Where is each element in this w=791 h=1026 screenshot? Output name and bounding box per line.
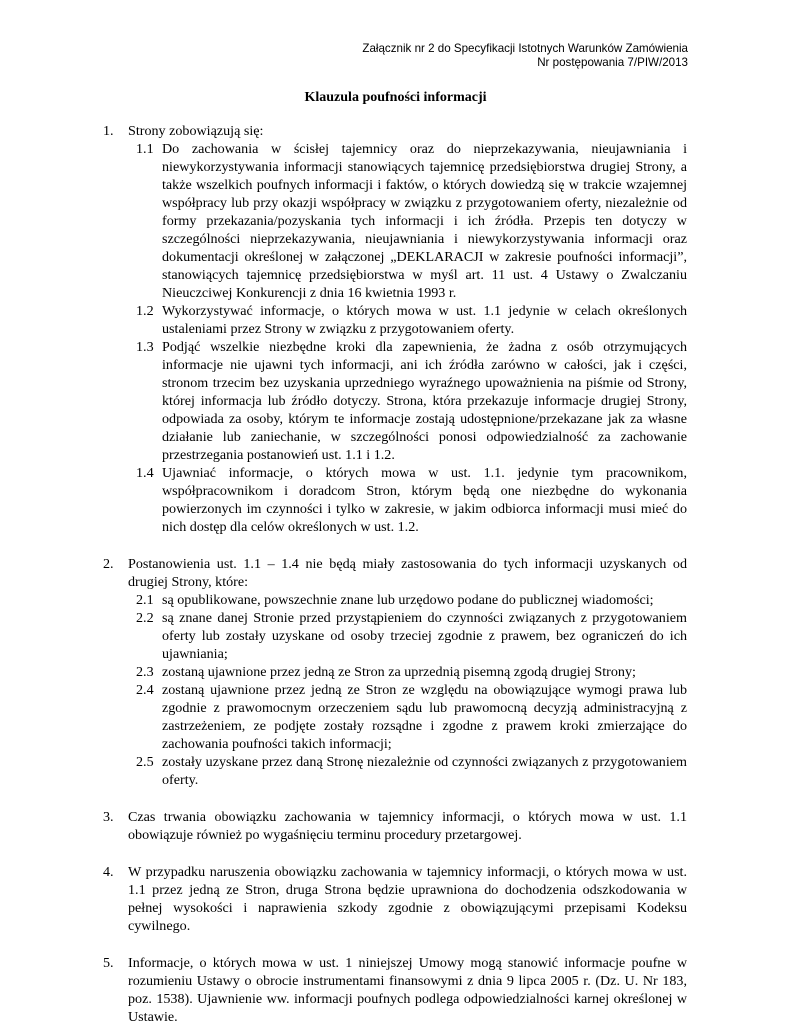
section-number: 5. [103,955,114,971]
document-title: Klauzula poufności informacji [304,90,487,105]
clause-number: 1.3 [136,339,154,355]
header-procedure-number: Nr postępowania 7/PIW/2013 [537,56,688,69]
spacer [103,844,687,863]
clause-2-3 [136,663,687,681]
clause-text: Podjąć wszelkie niezbędne kroki dla zapewnienia, że żadna z osób otrzymujących informacje nie ujawni tych informacji, ani ich źródła zarówno w całości, jak i części, stronom trzecim bez uzyskania uprzedniego wyraźnego upoważnienia na piśmie od Strony, której informacja lub źródło dotyczy. Strona, która przekazuje informacje drugiej Strony, odpowiada za osoby, którym te informacje zostają udostępnione/przekazane jak za własne działanie lub zaniechanie, w szczególności ponosi odpowiedzialność za zachowanie przestrzegania postanowień ust. 1.1 i 1.2. [162,339,687,463]
clause-2-4 [136,681,687,753]
section-intro: Strony zobowiązują się: [128,123,264,139]
clause-text: są znane danej Stronie przed przystąpieniem do czynności związanych z przygotowaniem oferty lub zostały uzyskane od osoby trzeciej zgodnie z prawem, bez ograniczeń do ich ujawniania; [162,610,687,662]
clause-text: Wykorzystywać informacje, o których mowa w ust. 1.1 jedynie w celach określonych ustaleniami przez Strony w związku z przygotowaniem oferty. [162,303,687,337]
clause-number: 1.1 [136,141,154,157]
clause-1-4 [136,464,687,536]
clause-number: 2.1 [136,592,154,608]
clause-text: zostały uzyskane przez daną Stronę niezależnie od czynności związanych z przygotowaniem oferty. [162,754,687,788]
clause-1-1 [136,140,687,302]
clause-number: 2.2 [136,610,154,626]
document-header [362,42,688,70]
clause-text: są opublikowane, powszechnie znane lub urzędowo podane do publicznej wiadomości; [162,592,654,608]
section-number: 4. [103,864,114,880]
clause-number: 1.4 [136,465,154,481]
section-5 [103,954,687,1026]
section-number: 1. [103,123,114,139]
section-intro: Postanowienia ust. 1.1 – 1.4 nie będą miały zastosowania do tych informacji uzyskanych od drugiej Strony, które: [128,556,687,590]
document-body [103,122,687,1026]
section-text: Informacje, o których mowa w ust. 1 niniejszej Umowy mogą stanowić informacje poufne w rozumieniu Ustawy o obrocie instrumentami finansowymi z dnia 9 lipca 2005 r. (Dz. U. Nr 183, poz. 1538). Ujawnienie ww. informacji poufnych podlega odpowiedzialności karnej określonej w Ustawie. [128,955,687,1025]
clause-text: zostaną ujawnione przez jedną ze Stron ze względu na obowiązujące wymogi prawa lub zgodnie z prawomocnym orzeczeniem sądu lub prawomocną decyzją administracyjną z zastrzeżeniem, ze podjęte zostały rozsądne i zgodne z prawem kroki zmierzające do zachowania poufności takich informacji; [162,682,687,752]
spacer [103,935,687,954]
clause-text: Do zachowania w ścisłej tajemnicy oraz do nieprzekazywania, nieujawniania i niewykorzystywania informacji stanowiących tajemnicę przedsiębiorstwa drugiej Strony, a także wszelkich poufnych informacji i faktów, o których dowiedzą się w trakcie wzajemnej współpracy lub przy okazji współpracy w związku z przygotowaniem oferty, niezależnie od formy przekazania/pozyskania tych informacji i ich źródła. Przepis ten dotyczy w szczególności nieprzekazywania, nieujawniania i niewykorzystywania informacji oraz dokumentacji określonej w załączonej „DEKLARACJI w zakresie poufności informacji”, stanowiących tajemnicę przedsiębiorstwa w myśl art. 11 ust. 4 Ustawy o Zwalczaniu Nieuczciwej Konkurencji z dnia 16 kwietnia 1993 r. [162,141,687,301]
clause-number: 2.5 [136,754,154,770]
spacer [103,789,687,808]
section-2 [103,555,687,789]
clause-2-1 [136,591,687,609]
clause-2-2 [136,609,687,663]
clause-2-5 [136,753,687,789]
clause-text: Ujawniać informacje, o których mowa w ust. 1.1. jedynie tym pracownikom, współpracownikom i doradcom Stron, którym będą one niezbędne do wykonania powierzonych im czynności i tylko w zakresie, w jakim odbiorca informacji musi mieć do nich dostęp dla celów określonych w ust. 1.2. [162,465,687,535]
section-text: Czas trwania obowiązku zachowania w tajemnicy informacji, o których mowa w ust. 1.1 obowiązuje również po wygaśnięciu terminu procedury przetargowej. [128,809,687,843]
clause-number: 1.2 [136,303,154,319]
section-number: 3. [103,809,114,825]
clause-1-3 [136,338,687,464]
section-1 [103,122,687,536]
section-text: W przypadku naruszenia obowiązku zachowania w tajemnicy informacji, o których mowa w ust. 1.1 przez jedną ze Stron, druga Strona będzie uprawniona do dochodzenia odszkodowania w pełnej wysokości i naprawienia szkody zgodnie z obowiązującymi przepisami Kodeksu cywilnego. [128,864,687,934]
header-attachment-line: Załącznik nr 2 do Specyfikacji Istotnych Warunków Zamówienia [362,42,688,55]
clause-number: 2.4 [136,682,154,698]
section-4 [103,863,687,935]
section-number: 2. [103,556,114,572]
clause-number: 2.3 [136,664,154,680]
section-3 [103,808,687,844]
clause-text: zostaną ujawnione przez jedną ze Stron za uprzednią pisemną zgodą drugiej Strony; [162,664,636,680]
clause-1-2 [136,302,687,338]
spacer [103,536,687,555]
